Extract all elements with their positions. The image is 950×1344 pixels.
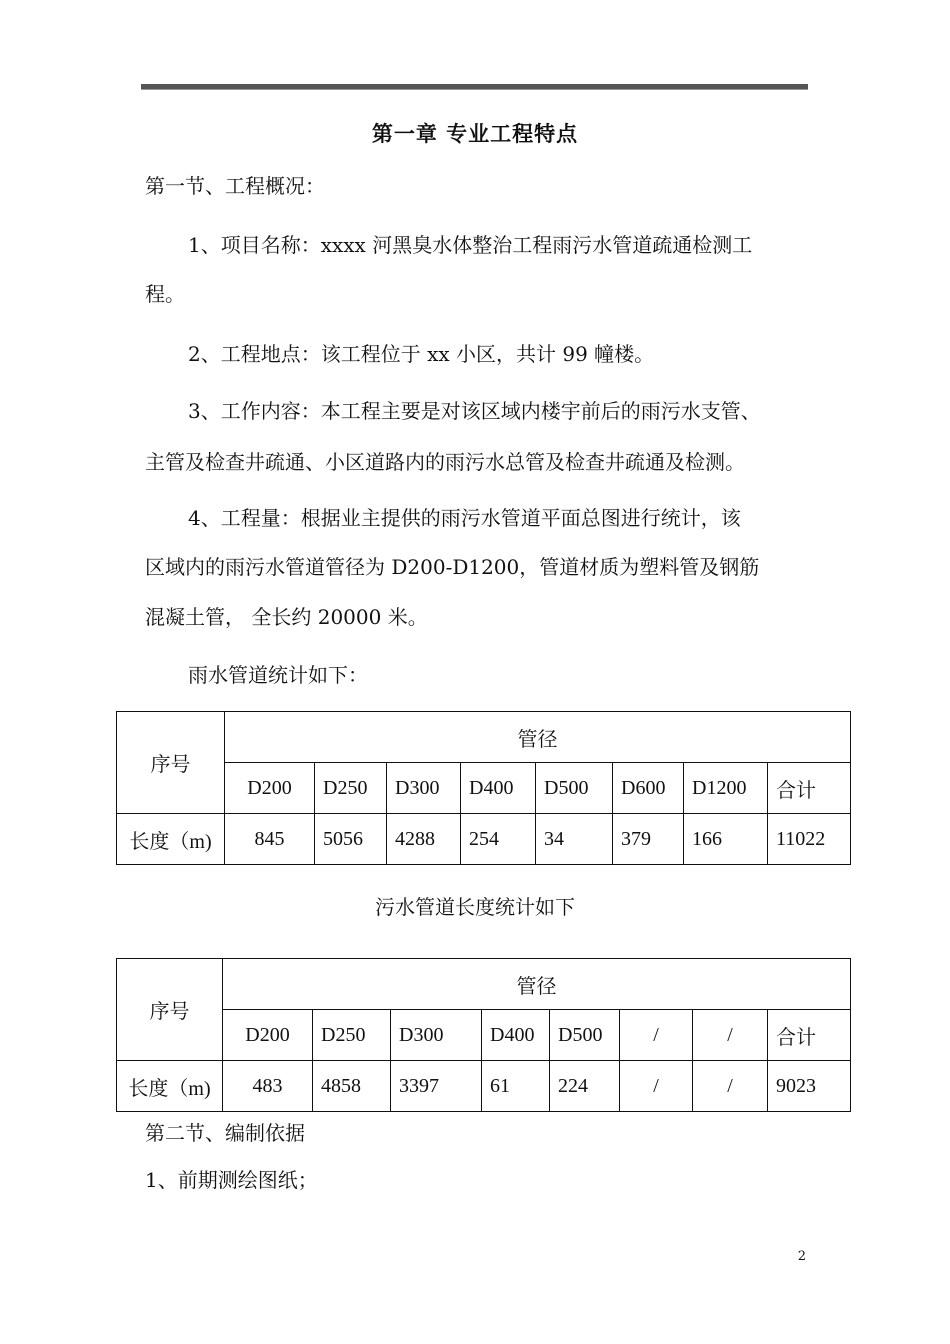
sewage-col-header: 合计 — [768, 1010, 851, 1061]
rain-col-header: D300 — [387, 763, 461, 814]
rain-value-cell: 845 — [225, 814, 315, 865]
rain-value-cell: 379 — [613, 814, 684, 865]
rain-value-cell: 11022 — [768, 814, 851, 865]
sewage-col-header: / — [693, 1010, 768, 1061]
sewage-value-cell: 61 — [482, 1061, 550, 1112]
sewage-table-caption: 污水管道长度统计如下 — [375, 895, 575, 919]
rain-col-header: D200 — [225, 763, 315, 814]
rain-row-header: 序号 — [117, 712, 225, 814]
sewage-value-cell: 3397 — [391, 1061, 482, 1112]
chapter-title: 第一章 专业工程特点 — [371, 122, 579, 146]
sewage-value-cell: 4858 — [313, 1061, 391, 1112]
rain-value-cell: 166 — [684, 814, 768, 865]
rain-table-caption: 雨水管道统计如下： — [188, 663, 368, 687]
sewage-value-cell: 9023 — [768, 1061, 851, 1112]
header-rule — [141, 84, 808, 89]
sewage-value-cell: / — [693, 1061, 768, 1112]
sewage-col-header: D300 — [391, 1010, 482, 1061]
item4-line3: 混凝土管， 全长约 20000 米。 — [145, 605, 428, 629]
sewage-pipe-table — [116, 958, 851, 1112]
sewage-col-header: D500 — [550, 1010, 620, 1061]
sewage-value-cell: / — [620, 1061, 693, 1112]
item4-line2: 区域内的雨污水管道管径为 D200-D1200，管道材质为塑料管及钢筋 — [145, 555, 760, 579]
section2-heading: 第二节、编制依据 — [145, 1121, 305, 1145]
sewage-length-label: 长度（m) — [117, 1061, 223, 1112]
sewage-col-header: D400 — [482, 1010, 550, 1061]
rain-value-cell: 5056 — [315, 814, 387, 865]
page-number: 2 — [797, 1249, 806, 1264]
rain-value-cell: 254 — [461, 814, 536, 865]
rain-length-label: 长度（m) — [117, 814, 225, 865]
rain-col-header: D400 — [461, 763, 536, 814]
rain-col-header: D500 — [536, 763, 613, 814]
item1-line2: 程。 — [145, 282, 185, 306]
rain-group-header: 管径 — [225, 712, 851, 763]
sewage-col-header: D250 — [313, 1010, 391, 1061]
item3-line2: 主管及检查井疏通、小区道路内的雨污水总管及检查井疏通及检测。 — [145, 450, 745, 474]
sewage-row-header: 序号 — [117, 959, 223, 1061]
basis-item1: 1、前期测绘图纸； — [145, 1168, 318, 1192]
sewage-col-header: D200 — [223, 1010, 313, 1061]
rain-col-header: D600 — [613, 763, 684, 814]
rain-value-cell: 4288 — [387, 814, 461, 865]
section1-heading: 第一节、工程概况： — [145, 174, 325, 198]
sewage-value-cell: 224 — [550, 1061, 620, 1112]
item3-line1: 3、工作内容：本工程主要是对该区域内楼宇前后的雨污水支管、 — [188, 399, 761, 423]
item4-line1: 4、工程量：根据业主提供的雨污水管道平面总图进行统计，该 — [188, 506, 741, 530]
rain-col-header: D250 — [315, 763, 387, 814]
rain-col-header: D1200 — [684, 763, 768, 814]
rain-value-cell: 34 — [536, 814, 613, 865]
item2-text: 2、工程地点：该工程位于 xx 小区，共计 99 幢楼。 — [188, 342, 655, 366]
sewage-group-header: 管径 — [223, 959, 851, 1010]
rain-col-header: 合计 — [768, 763, 851, 814]
item1-line1: 1、项目名称：xxxx 河黑臭水体整治工程雨污水管道疏通检测工 — [188, 233, 753, 257]
sewage-value-cell: 483 — [223, 1061, 313, 1112]
rain-pipe-table — [116, 711, 851, 865]
sewage-col-header: / — [620, 1010, 693, 1061]
